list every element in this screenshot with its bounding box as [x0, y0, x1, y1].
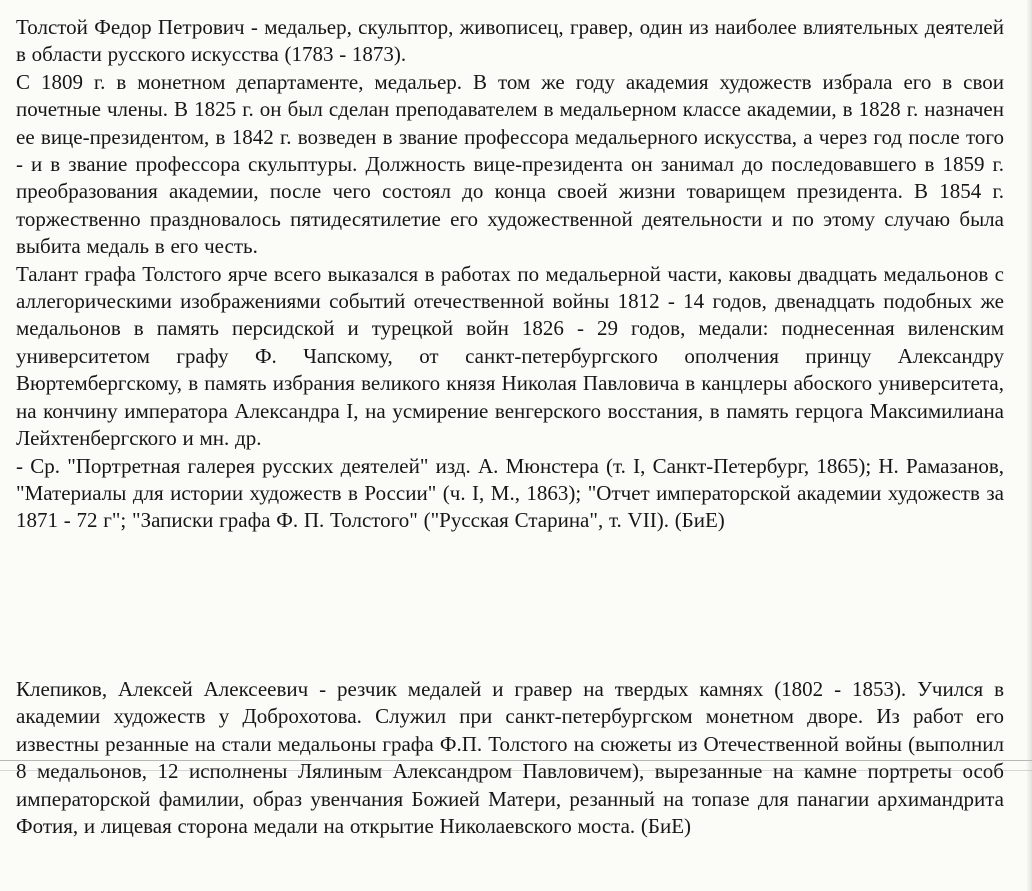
- entry-tolstoy: [16, 14, 1004, 535]
- entry-tolstoy-intro: Толстой Федор Петрович - медальер, скульптор, живописец, гравер, один из наиболее влиятельных деятелей в области русского искусства (1783 - 1873).: [16, 15, 1004, 67]
- scan-artifact-line: [0, 760, 1032, 761]
- scan-artifact-line: [0, 770, 1032, 771]
- scan-edge-shadow: [1026, 0, 1032, 891]
- entry-tolstoy-works: Талант графа Толстого ярче всего выказался в работах по медальерной части, каковы двадцать медальонов с аллегорическими изображениями событий отечественной войны 1812 - 14 годов, двенадцать подобных же медальонов в память персидской и турецкой войн 1826 - 29 годов, медали: поднесенная виленским университетом графу Ф. Чапскому, от санкт-петербургского ополчения принцу Александру Вюртембергскому, в память избрания великого князя Николая Павловича в канцлеры абоского университета, на кончину императора Александра I, на усмирение венгерского восстания, в память герцога Максимилиана Лейхтенбергского и мн. др.: [16, 261, 1004, 451]
- entry-tolstoy-references: - Ср. "Портретная галерея русских деятелей" изд. А. Мюнстера (т. I, Санкт-Петербург, 1865); Н. Рамазанов, "Материалы для истории художеств в России" (ч. I, М., 1863); "Отчет императорской академии художеств за 1871 - 72 г"; "Записки графа Ф. П. Толстого" ("Русская Старина", т. VII). (БиЕ): [16, 453, 1004, 533]
- entry-klepikov-text: Клепиков, Алексей Алексеевич - резчик медалей и гравер на твердых камнях (1802 - 1853). Учился в академии художеств у Доброхотова. Служил при санкт-петербургском монетном дворе. Из работ его известны резанные на стали медальоны графа Ф.П. Толстого на сюжеты из Отечественной войны (выполнил 8 медальонов, 12 исполнены Лялиным Александром Павловичем), вырезанные на камне портреты особ императорской фамилии, образ увенчания Божией Матери, резанный на топазе для панагии архимандрита Фотия, и лицевая сторона медали на открытие Николаевского моста. (БиЕ): [16, 677, 1004, 839]
- entry-klepikov: [16, 676, 1004, 840]
- entry-tolstoy-career: С 1809 г. в монетном департаменте, медальер. В том же году академия художеств избрала его в свои почетные члены. В 1825 г. он был сделан преподавателем в медальерном классе академии, в 1828 г. назначен ее вице-президентом, в 1842 г. возведен в звание профессора медальерного искусства, а через год после того - и в звание профессора скульптуры. Должность вице-президента он занимал до последовавшего в 1859 г. преобразования академии, после чего состоял до конца своей жизни товарищем президента. В 1854 г. торжественно праздновалось пятидесятилетие его художественной деятельности и по этому случаю была выбита медаль в его честь.: [16, 69, 1004, 259]
